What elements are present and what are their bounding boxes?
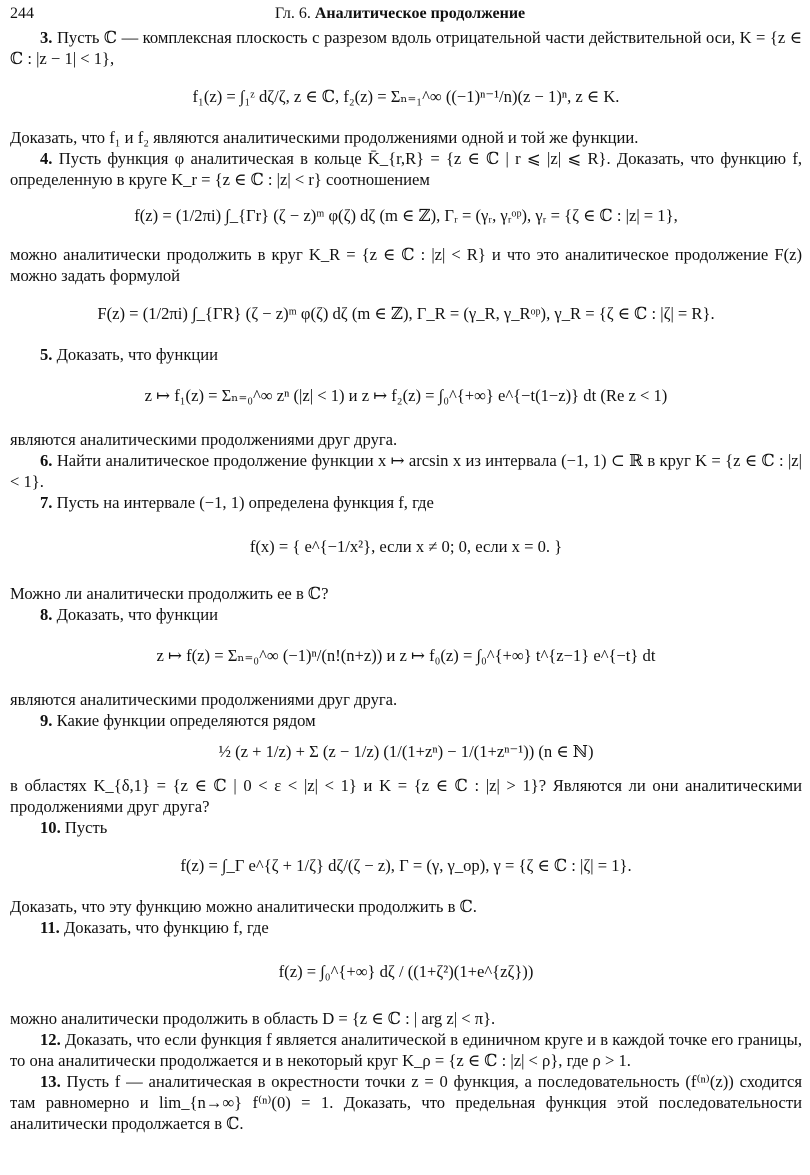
problem-number: 3.: [40, 28, 53, 47]
problem-number: 12.: [40, 1030, 61, 1049]
problem-text: Доказать, что если функция f является аналитической в единичном круге и в каждой точке его границы, то она аналитически продолжается и в некоторый круг K_ρ = {z ∈ ℂ : |z| < ρ}, где ρ > 1.: [10, 1030, 802, 1070]
formula: f(z) = (1/2πi) ∫_{Γr} (ζ − z)ᵐ φ(ζ) dζ (m ∈ ℤ), Γᵣ = (γᵣ, γᵣᵒᵖ), γᵣ = {ζ ∈ ℂ : |z| = 1},: [134, 206, 678, 225]
problem-text: Доказать, что функции: [56, 345, 219, 364]
problem-3: [10, 27, 802, 69]
formula: ½ (z + 1/z) + Σ (z − 1/z) (1/(1+zⁿ) − 1/(1+zⁿ⁻¹)) (n ∈ ℕ): [218, 742, 594, 761]
problem-text: Какие функции определяются рядом: [56, 711, 316, 730]
problem-conclusion: Доказать, что эту функцию можно аналитически продолжить в ℂ.: [10, 897, 477, 916]
problem-9: [10, 710, 802, 731]
problem-4: [10, 148, 802, 190]
problem-conclusion: являются аналитическими продолжениями друг друга.: [10, 430, 398, 449]
problem-number: 11.: [40, 918, 60, 937]
problem-6: [10, 450, 802, 492]
problem-13: [10, 1071, 802, 1134]
problem-conclusion: являются аналитическими продолжениями друг друга.: [10, 690, 398, 709]
problem-conclusion: Доказать, что f₁ и f₂ являются аналитическими продолжениями одной и той же функции.: [10, 128, 639, 147]
problem-text: Доказать, что функции: [56, 605, 219, 624]
chapter-heading: [34, 3, 766, 24]
problem-text: Найти аналитическое продолжение функции x ↦ arcsin x из интервала (−1, 1) ⊂ ℝ в круг K = {z ∈ ℂ : |z| < 1}.: [10, 451, 802, 491]
formula: f₁(z) = ∫₁ᶻ dζ/ζ, z ∈ ℂ, f₂(z) = Σₙ₌₁^∞ ((−1)ⁿ⁻¹/n)(z − 1)ⁿ, z ∈ K.: [192, 87, 620, 106]
formula: z ↦ f(z) = Σₙ₌₀^∞ (−1)ⁿ/(n!(n+z)) и z ↦ f₀(z) = ∫₀^{+∞} t^{z−1} e^{−t} dt: [156, 646, 656, 665]
problem-5: [10, 344, 802, 365]
problem-text: Пусть функция φ аналитическая в кольце K̄_{r,R} = {z ∈ ℂ | r ⩽ |z| ⩽ R}. Доказать, что функцию f, определенную в круге K_r = {z ∈ ℂ : |z| < r} соотношением: [10, 149, 803, 189]
problem-conclusion: в областях K_{δ,1} = {z ∈ ℂ | 0 < ε < |z| < 1} и K = {z ∈ ℂ : |z| > 1}? Являются ли они аналитическими продолжениями друг друга?: [10, 776, 802, 816]
formula: z ↦ f₁(z) = Σₙ₌₀^∞ zⁿ (|z| < 1) и z ↦ f₂(z) = ∫₀^{+∞} e^{−t(1−z)} dt (Re z < 1): [144, 386, 668, 405]
problem-statement: можно аналитически продолжить в круг K_R = {z ∈ ℂ : |z| < R} и что это аналитическое продолжение F(z) можно задать формулой: [10, 245, 802, 285]
problem-10: [10, 817, 802, 838]
problem-number: 5.: [40, 345, 53, 364]
problem-11: [10, 917, 802, 938]
problem-number: 9.: [40, 711, 53, 730]
book-page: [10, 3, 802, 1134]
formula: F(z) = (1/2πi) ∫_{ΓR} (ζ − z)ᵐ φ(ζ) dζ (m ∈ ℤ), Γ_R = (γ_R, γ_Rᵒᵖ), γ_R = {ζ ∈ ℂ : |ζ| = R}.: [97, 304, 715, 323]
page-number: 244: [10, 5, 34, 22]
formula: f(z) = ∫_Γ e^{ζ + 1/ζ} dζ/(ζ − z), Γ = (γ, γ_op), γ = {ζ ∈ ℂ : |ζ| = 1}.: [180, 856, 632, 875]
problem-number: 13.: [40, 1072, 61, 1091]
problem-text: Пусть: [64, 818, 108, 837]
formula: f(z) = ∫₀^{+∞} dζ / ((1+ζ²)(1+e^{zζ})): [278, 962, 534, 981]
problem-number: 8.: [40, 605, 53, 624]
chapter-title: Аналитическое продолжение: [314, 5, 526, 22]
problem-conclusion: Можно ли аналитически продолжить ее в ℂ?: [10, 584, 329, 603]
problem-text: Пусть f — аналитическая в окрестности точки z = 0 функция, а последовательность (f⁽ⁿ⁾(z)) сходится там равномерно и lim_{n→∞} f⁽ⁿ⁾(0) = 1. Доказать, что предельная функция этой последовательности аналитически продолжается в ℂ.: [10, 1072, 802, 1133]
problem-7: [10, 492, 802, 513]
problem-number: 6.: [40, 451, 53, 470]
problem-12: [10, 1029, 802, 1071]
problem-number: 10.: [40, 818, 61, 837]
problem-text: Пусть ℂ — комплексная плоскость с разрезом вдоль отрицательной части действительной оси, K = {z ∈ ℂ : |z − 1| < 1},: [10, 28, 802, 68]
problem-number: 4.: [40, 149, 53, 168]
page-header: [10, 3, 802, 27]
problem-number: 7.: [40, 493, 53, 512]
problem-text: Пусть на интервале (−1, 1) определена функция f, где: [56, 493, 434, 512]
problem-8: [10, 604, 802, 625]
formula: f(x) = { e^{−1/x²}, если x ≠ 0; 0, если x = 0. }: [249, 537, 563, 556]
problem-text: Доказать, что функцию f, где: [63, 918, 269, 937]
problem-conclusion: можно аналитически продолжить в область D = {z ∈ ℂ : | arg z| < π}.: [10, 1009, 496, 1028]
chapter-prefix: Гл. 6.: [274, 5, 311, 22]
